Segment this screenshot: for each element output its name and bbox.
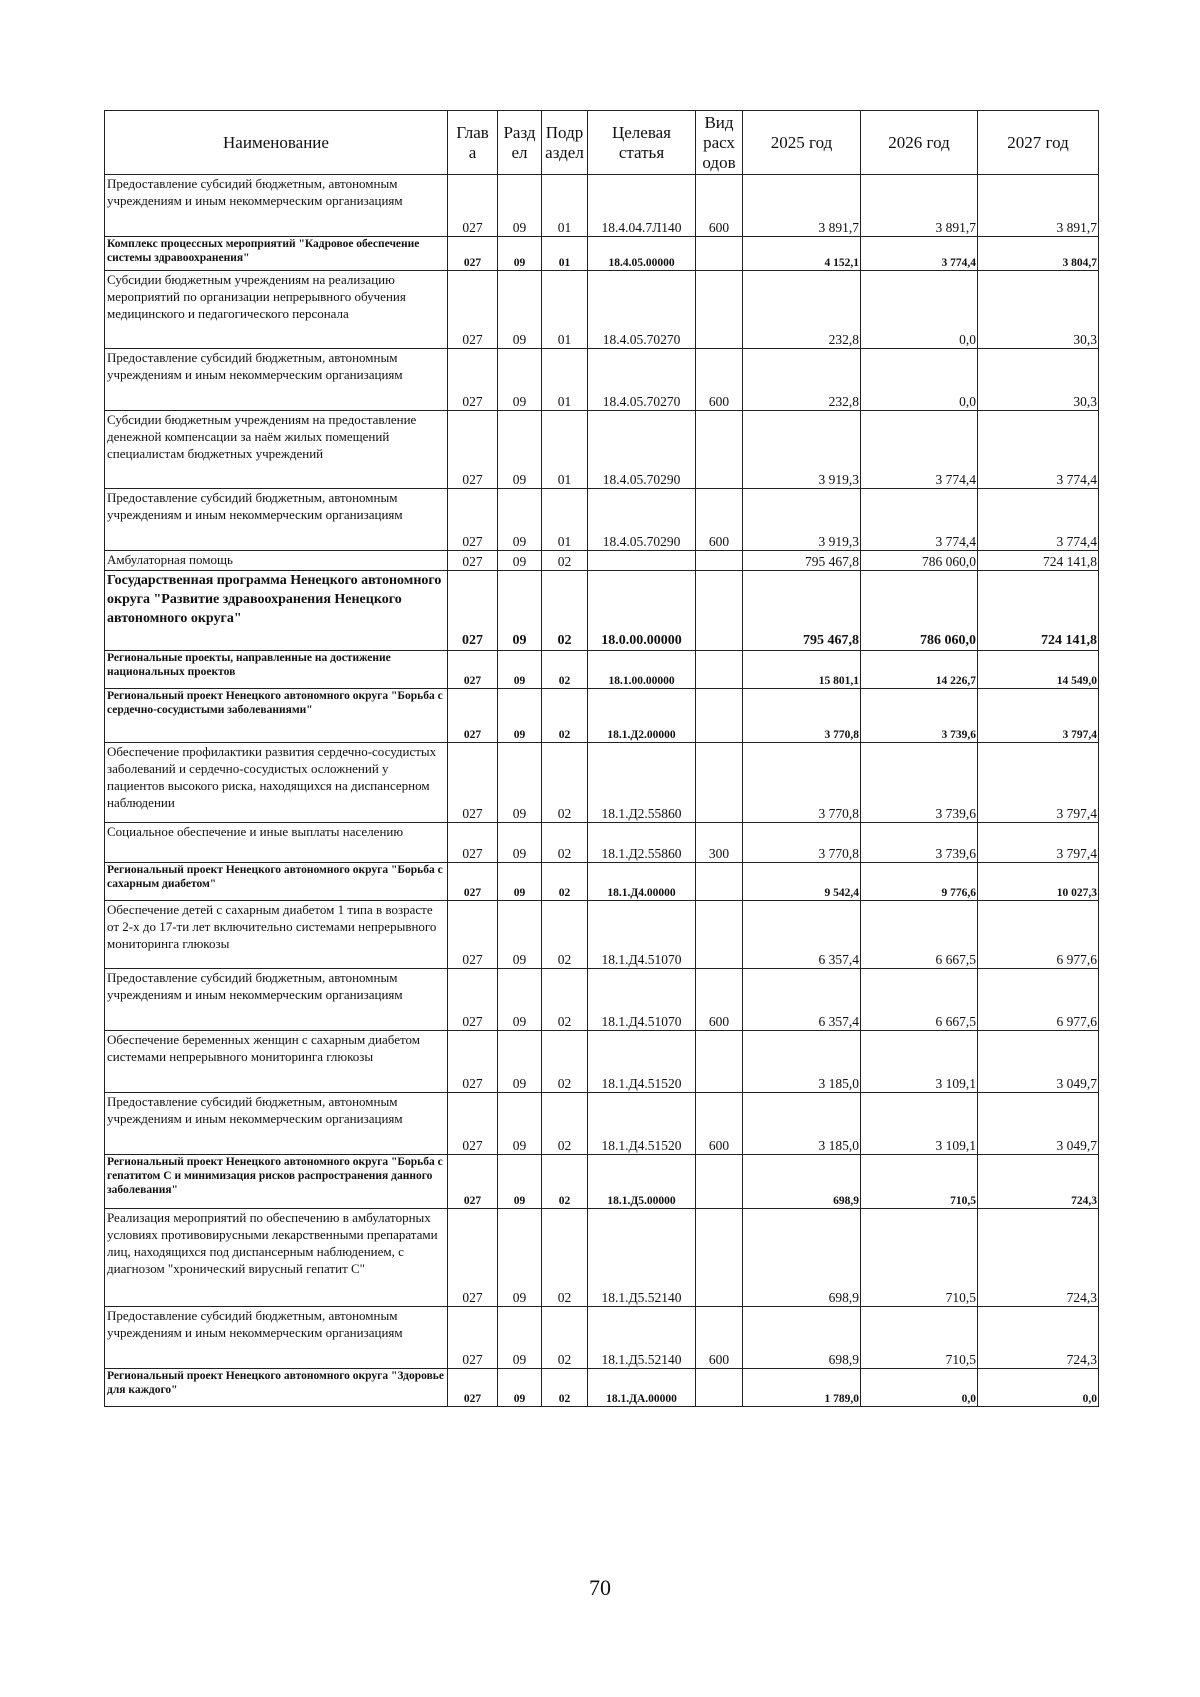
- cell-target: 18.1.Д2.00000: [588, 689, 696, 743]
- table-row: [105, 1031, 1099, 1093]
- cell-y2026: 710,5: [861, 1307, 978, 1369]
- cell-y2026: 710,5: [861, 1155, 978, 1209]
- cell-y2026: 14 226,7: [861, 651, 978, 689]
- cell-section: 09: [498, 743, 542, 823]
- cell-target: 18.4.05.70290: [588, 489, 696, 551]
- cell-subsection: 01: [542, 489, 588, 551]
- cell-target: 18.1.Д4.51520: [588, 1031, 696, 1093]
- cell-chapter: 027: [448, 551, 498, 571]
- cell-y2026: 3 774,4: [861, 489, 978, 551]
- cell-subsection: 02: [542, 689, 588, 743]
- cell-target: 18.1.Д4.51070: [588, 901, 696, 969]
- table-row: [105, 689, 1099, 743]
- cell-y2027: 3 774,4: [978, 489, 1099, 551]
- cell-name: Предоставление субсидий бюджетным, автономным учреждениям и иным некоммерческим организациям: [105, 175, 448, 237]
- cell-exptype: 600: [696, 969, 743, 1031]
- cell-chapter: 027: [448, 1209, 498, 1307]
- cell-section: 09: [498, 489, 542, 551]
- cell-exptype: [696, 237, 743, 271]
- cell-name: Обеспечение беременных женщин с сахарным диабетом системами непрерывного мониторинга глюкозы: [105, 1031, 448, 1093]
- cell-y2027: 14 549,0: [978, 651, 1099, 689]
- cell-subsection: 02: [542, 1369, 588, 1407]
- cell-name: Региональный проект Ненецкого автономного округа "Здоровье для каждого": [105, 1369, 448, 1407]
- cell-y2025: 6 357,4: [743, 969, 861, 1031]
- cell-y2025: 795 467,8: [743, 551, 861, 571]
- cell-y2025: 698,9: [743, 1155, 861, 1209]
- cell-y2027: 3 797,4: [978, 689, 1099, 743]
- cell-exptype: [696, 651, 743, 689]
- table-row: [105, 175, 1099, 237]
- cell-y2025: 795 467,8: [743, 571, 861, 651]
- cell-target: 18.1.Д2.55860: [588, 743, 696, 823]
- cell-y2025: 3 185,0: [743, 1031, 861, 1093]
- cell-subsection: 02: [542, 551, 588, 571]
- cell-name: Обеспечение профилактики развития сердечно-сосудистых заболеваний и сердечно-сосудистых осложнений у пациентов высокого риска, находящихся на диспансерном наблюдении: [105, 743, 448, 823]
- cell-section: 09: [498, 551, 542, 571]
- cell-y2027: 3 804,7: [978, 237, 1099, 271]
- cell-exptype: [696, 1209, 743, 1307]
- cell-y2025: 4 152,1: [743, 237, 861, 271]
- cell-section: 09: [498, 823, 542, 863]
- table-row: [105, 1155, 1099, 1209]
- cell-target: 18.1.ДА.00000: [588, 1369, 696, 1407]
- table-row: [105, 1093, 1099, 1155]
- cell-section: 09: [498, 901, 542, 969]
- cell-section: 09: [498, 411, 542, 489]
- cell-exptype: 600: [696, 1307, 743, 1369]
- cell-subsection: 02: [542, 651, 588, 689]
- cell-y2027: 6 977,6: [978, 969, 1099, 1031]
- cell-name: Субсидии бюджетным учреждениям на реализацию мероприятий по организации непрерывного обучения медицинского и педагогического персонала: [105, 271, 448, 349]
- table-row: [105, 863, 1099, 901]
- cell-section: 09: [498, 349, 542, 411]
- header-target: Целевая статья: [588, 111, 696, 175]
- cell-section: 09: [498, 651, 542, 689]
- cell-y2025: 232,8: [743, 271, 861, 349]
- cell-chapter: 027: [448, 411, 498, 489]
- cell-target: 18.1.Д4.00000: [588, 863, 696, 901]
- cell-chapter: 027: [448, 651, 498, 689]
- cell-section: 09: [498, 1369, 542, 1407]
- cell-target: 18.4.05.70290: [588, 411, 696, 489]
- cell-subsection: 02: [542, 571, 588, 651]
- cell-chapter: 027: [448, 863, 498, 901]
- cell-section: 09: [498, 863, 542, 901]
- cell-section: 09: [498, 1307, 542, 1369]
- cell-y2025: 232,8: [743, 349, 861, 411]
- table-row: [105, 1307, 1099, 1369]
- cell-exptype: 600: [696, 489, 743, 551]
- cell-subsection: 02: [542, 1209, 588, 1307]
- table-row: [105, 969, 1099, 1031]
- cell-section: 09: [498, 1209, 542, 1307]
- cell-target: 18.1.Д5.52140: [588, 1209, 696, 1307]
- cell-subsection: 02: [542, 863, 588, 901]
- cell-y2025: 698,9: [743, 1209, 861, 1307]
- table-row: [105, 271, 1099, 349]
- cell-y2025: 9 542,4: [743, 863, 861, 901]
- cell-y2026: 3 891,7: [861, 175, 978, 237]
- cell-y2025: 6 357,4: [743, 901, 861, 969]
- table-row: [105, 237, 1099, 271]
- cell-exptype: [696, 863, 743, 901]
- table-row: [105, 349, 1099, 411]
- cell-exptype: [696, 1031, 743, 1093]
- cell-target: 18.1.Д5.00000: [588, 1155, 696, 1209]
- cell-exptype: 300: [696, 823, 743, 863]
- cell-chapter: 027: [448, 1369, 498, 1407]
- cell-name: Предоставление субсидий бюджетным, автономным учреждениям и иным некоммерческим организациям: [105, 349, 448, 411]
- header-section: Разд ел: [498, 111, 542, 175]
- cell-chapter: 027: [448, 237, 498, 271]
- cell-y2025: 3 770,8: [743, 743, 861, 823]
- cell-exptype: [696, 571, 743, 651]
- cell-subsection: 02: [542, 1031, 588, 1093]
- cell-y2026: 3 739,6: [861, 743, 978, 823]
- cell-y2027: 6 977,6: [978, 901, 1099, 969]
- cell-chapter: 027: [448, 1031, 498, 1093]
- cell-section: 09: [498, 175, 542, 237]
- cell-y2025: 3 919,3: [743, 489, 861, 551]
- cell-y2027: 724,3: [978, 1307, 1099, 1369]
- table-body: [105, 175, 1099, 1407]
- cell-target: 18.1.Д4.51520: [588, 1093, 696, 1155]
- cell-name: Реализация мероприятий по обеспечению в амбулаторных условиях противовирусными лекарственными препаратами лиц, находящихся под диспансерным наблюдением, с диагнозом "хронический вирусный гепатит С": [105, 1209, 448, 1307]
- cell-y2026: 9 776,6: [861, 863, 978, 901]
- cell-chapter: 027: [448, 969, 498, 1031]
- cell-y2027: 3 797,4: [978, 743, 1099, 823]
- cell-name: Государственная программа Ненецкого автономного округа "Развитие здравоохранения Ненецкого автономного округа": [105, 571, 448, 651]
- cell-y2025: 1 789,0: [743, 1369, 861, 1407]
- cell-y2027: 724,3: [978, 1209, 1099, 1307]
- cell-y2025: 3 185,0: [743, 1093, 861, 1155]
- cell-subsection: 01: [542, 237, 588, 271]
- cell-y2027: 724 141,8: [978, 551, 1099, 571]
- cell-exptype: [696, 411, 743, 489]
- cell-exptype: [696, 901, 743, 969]
- cell-chapter: 027: [448, 571, 498, 651]
- cell-y2025: 3 770,8: [743, 689, 861, 743]
- header-subsection: Подр аздел: [542, 111, 588, 175]
- cell-y2025: 3 919,3: [743, 411, 861, 489]
- cell-name: Предоставление субсидий бюджетным, автономным учреждениям и иным некоммерческим организациям: [105, 489, 448, 551]
- cell-subsection: 01: [542, 271, 588, 349]
- cell-exptype: [696, 271, 743, 349]
- cell-chapter: 027: [448, 349, 498, 411]
- header-exptype: Вид расх одов: [696, 111, 743, 175]
- cell-y2026: 6 667,5: [861, 901, 978, 969]
- cell-name: Субсидии бюджетным учреждениям на предоставление денежной компенсации за наём жилых помещений специалистам бюджетных учреждений: [105, 411, 448, 489]
- cell-subsection: 02: [542, 901, 588, 969]
- cell-y2027: 3 891,7: [978, 175, 1099, 237]
- cell-subsection: 02: [542, 743, 588, 823]
- cell-chapter: 027: [448, 823, 498, 863]
- cell-name: Региональный проект Ненецкого автономного округа "Борьба с сахарным диабетом": [105, 863, 448, 901]
- cell-name: Обеспечение детей с сахарным диабетом 1 типа в возрасте от 2-х до 17-ти лет включительно системами непрерывного мониторинга глюкозы: [105, 901, 448, 969]
- cell-target: 18.4.05.00000: [588, 237, 696, 271]
- cell-target: 18.4.05.70270: [588, 271, 696, 349]
- cell-exptype: [696, 551, 743, 571]
- cell-target: 18.1.Д5.52140: [588, 1307, 696, 1369]
- header-name: Наименование: [105, 111, 448, 175]
- cell-y2027: 724,3: [978, 1155, 1099, 1209]
- cell-y2027: 3 049,7: [978, 1093, 1099, 1155]
- cell-chapter: 027: [448, 175, 498, 237]
- cell-y2027: 30,3: [978, 349, 1099, 411]
- cell-name: Региональный проект Ненецкого автономного округа "Борьба с сердечно-сосудистыми заболеваниями": [105, 689, 448, 743]
- cell-y2025: 698,9: [743, 1307, 861, 1369]
- cell-name: Предоставление субсидий бюджетным, автономным учреждениям и иным некоммерческим организациям: [105, 969, 448, 1031]
- cell-target: 18.1.00.00000: [588, 651, 696, 689]
- cell-exptype: 600: [696, 349, 743, 411]
- cell-target: 18.4.05.70270: [588, 349, 696, 411]
- cell-name: Региональные проекты, направленные на достижение национальных проектов: [105, 651, 448, 689]
- cell-chapter: 027: [448, 1155, 498, 1209]
- header-y2027: 2027 год: [978, 111, 1099, 175]
- cell-y2027: 724 141,8: [978, 571, 1099, 651]
- cell-chapter: 027: [448, 271, 498, 349]
- cell-subsection: 02: [542, 969, 588, 1031]
- cell-y2027: 10 027,3: [978, 863, 1099, 901]
- cell-y2026: 3 109,1: [861, 1093, 978, 1155]
- cell-name: Региональный проект Ненецкого автономного округа "Борьба с гепатитом С и минимизация рисков распространения данного заболевания": [105, 1155, 448, 1209]
- cell-section: 09: [498, 969, 542, 1031]
- cell-y2026: 6 667,5: [861, 969, 978, 1031]
- cell-exptype: 600: [696, 175, 743, 237]
- cell-subsection: 02: [542, 823, 588, 863]
- cell-subsection: 02: [542, 1307, 588, 1369]
- header-row: [105, 111, 1099, 175]
- cell-section: 09: [498, 237, 542, 271]
- cell-chapter: 027: [448, 901, 498, 969]
- cell-exptype: [696, 743, 743, 823]
- cell-y2027: 3 049,7: [978, 1031, 1099, 1093]
- cell-name: Социальное обеспечение и иные выплаты населению: [105, 823, 448, 863]
- cell-exptype: [696, 689, 743, 743]
- cell-name: Предоставление субсидий бюджетным, автономным учреждениям и иным некоммерческим организациям: [105, 1307, 448, 1369]
- cell-target: 18.1.Д4.51070: [588, 969, 696, 1031]
- table-row: [105, 823, 1099, 863]
- cell-chapter: 027: [448, 489, 498, 551]
- cell-y2026: 3 109,1: [861, 1031, 978, 1093]
- cell-section: 09: [498, 689, 542, 743]
- cell-y2026: 786 060,0: [861, 551, 978, 571]
- cell-y2026: 3 774,4: [861, 411, 978, 489]
- table-row: [105, 651, 1099, 689]
- table-row: [105, 1369, 1099, 1407]
- cell-y2026: 0,0: [861, 349, 978, 411]
- cell-y2027: 3 774,4: [978, 411, 1099, 489]
- cell-y2025: 15 801,1: [743, 651, 861, 689]
- cell-chapter: 027: [448, 1307, 498, 1369]
- budget-table: [104, 110, 1099, 1407]
- cell-section: 09: [498, 1155, 542, 1209]
- header-chapter: Глав а: [448, 111, 498, 175]
- cell-y2026: 3 739,6: [861, 823, 978, 863]
- cell-exptype: [696, 1369, 743, 1407]
- page-number: 70: [589, 1575, 611, 1600]
- cell-y2026: 786 060,0: [861, 571, 978, 651]
- cell-subsection: 01: [542, 175, 588, 237]
- cell-subsection: 01: [542, 349, 588, 411]
- cell-y2026: 3 774,4: [861, 237, 978, 271]
- cell-name: Комплекс процессных мероприятий "Кадровое обеспечение системы здравоохранения": [105, 237, 448, 271]
- cell-section: 09: [498, 571, 542, 651]
- cell-section: 09: [498, 1031, 542, 1093]
- cell-y2027: 3 797,4: [978, 823, 1099, 863]
- cell-subsection: 02: [542, 1093, 588, 1155]
- cell-subsection: 01: [542, 411, 588, 489]
- cell-section: 09: [498, 1093, 542, 1155]
- cell-y2026: 0,0: [861, 1369, 978, 1407]
- cell-name: Предоставление субсидий бюджетным, автономным учреждениям и иным некоммерческим организациям: [105, 1093, 448, 1155]
- cell-subsection: 02: [542, 1155, 588, 1209]
- cell-y2025: 3 891,7: [743, 175, 861, 237]
- cell-target: 18.4.04.7Л140: [588, 175, 696, 237]
- cell-target: [588, 551, 696, 571]
- cell-chapter: 027: [448, 743, 498, 823]
- cell-target: 18.1.Д2.55860: [588, 823, 696, 863]
- table-row: [105, 551, 1099, 571]
- table-row: [105, 1209, 1099, 1307]
- table-row: [105, 411, 1099, 489]
- cell-exptype: [696, 1155, 743, 1209]
- cell-chapter: 027: [448, 1093, 498, 1155]
- cell-target: 18.0.00.00000: [588, 571, 696, 651]
- cell-y2026: 3 739,6: [861, 689, 978, 743]
- cell-chapter: 027: [448, 689, 498, 743]
- cell-section: 09: [498, 271, 542, 349]
- table-row: [105, 489, 1099, 551]
- table-row: [105, 743, 1099, 823]
- header-y2025: 2025 год: [743, 111, 861, 175]
- table-row: [105, 571, 1099, 651]
- cell-y2026: 0,0: [861, 271, 978, 349]
- header-y2026: 2026 год: [861, 111, 978, 175]
- cell-y2025: 3 770,8: [743, 823, 861, 863]
- table-row: [105, 901, 1099, 969]
- cell-y2026: 710,5: [861, 1209, 978, 1307]
- cell-y2027: 0,0: [978, 1369, 1099, 1407]
- cell-name: Амбулаторная помощь: [105, 551, 448, 571]
- cell-exptype: 600: [696, 1093, 743, 1155]
- cell-y2027: 30,3: [978, 271, 1099, 349]
